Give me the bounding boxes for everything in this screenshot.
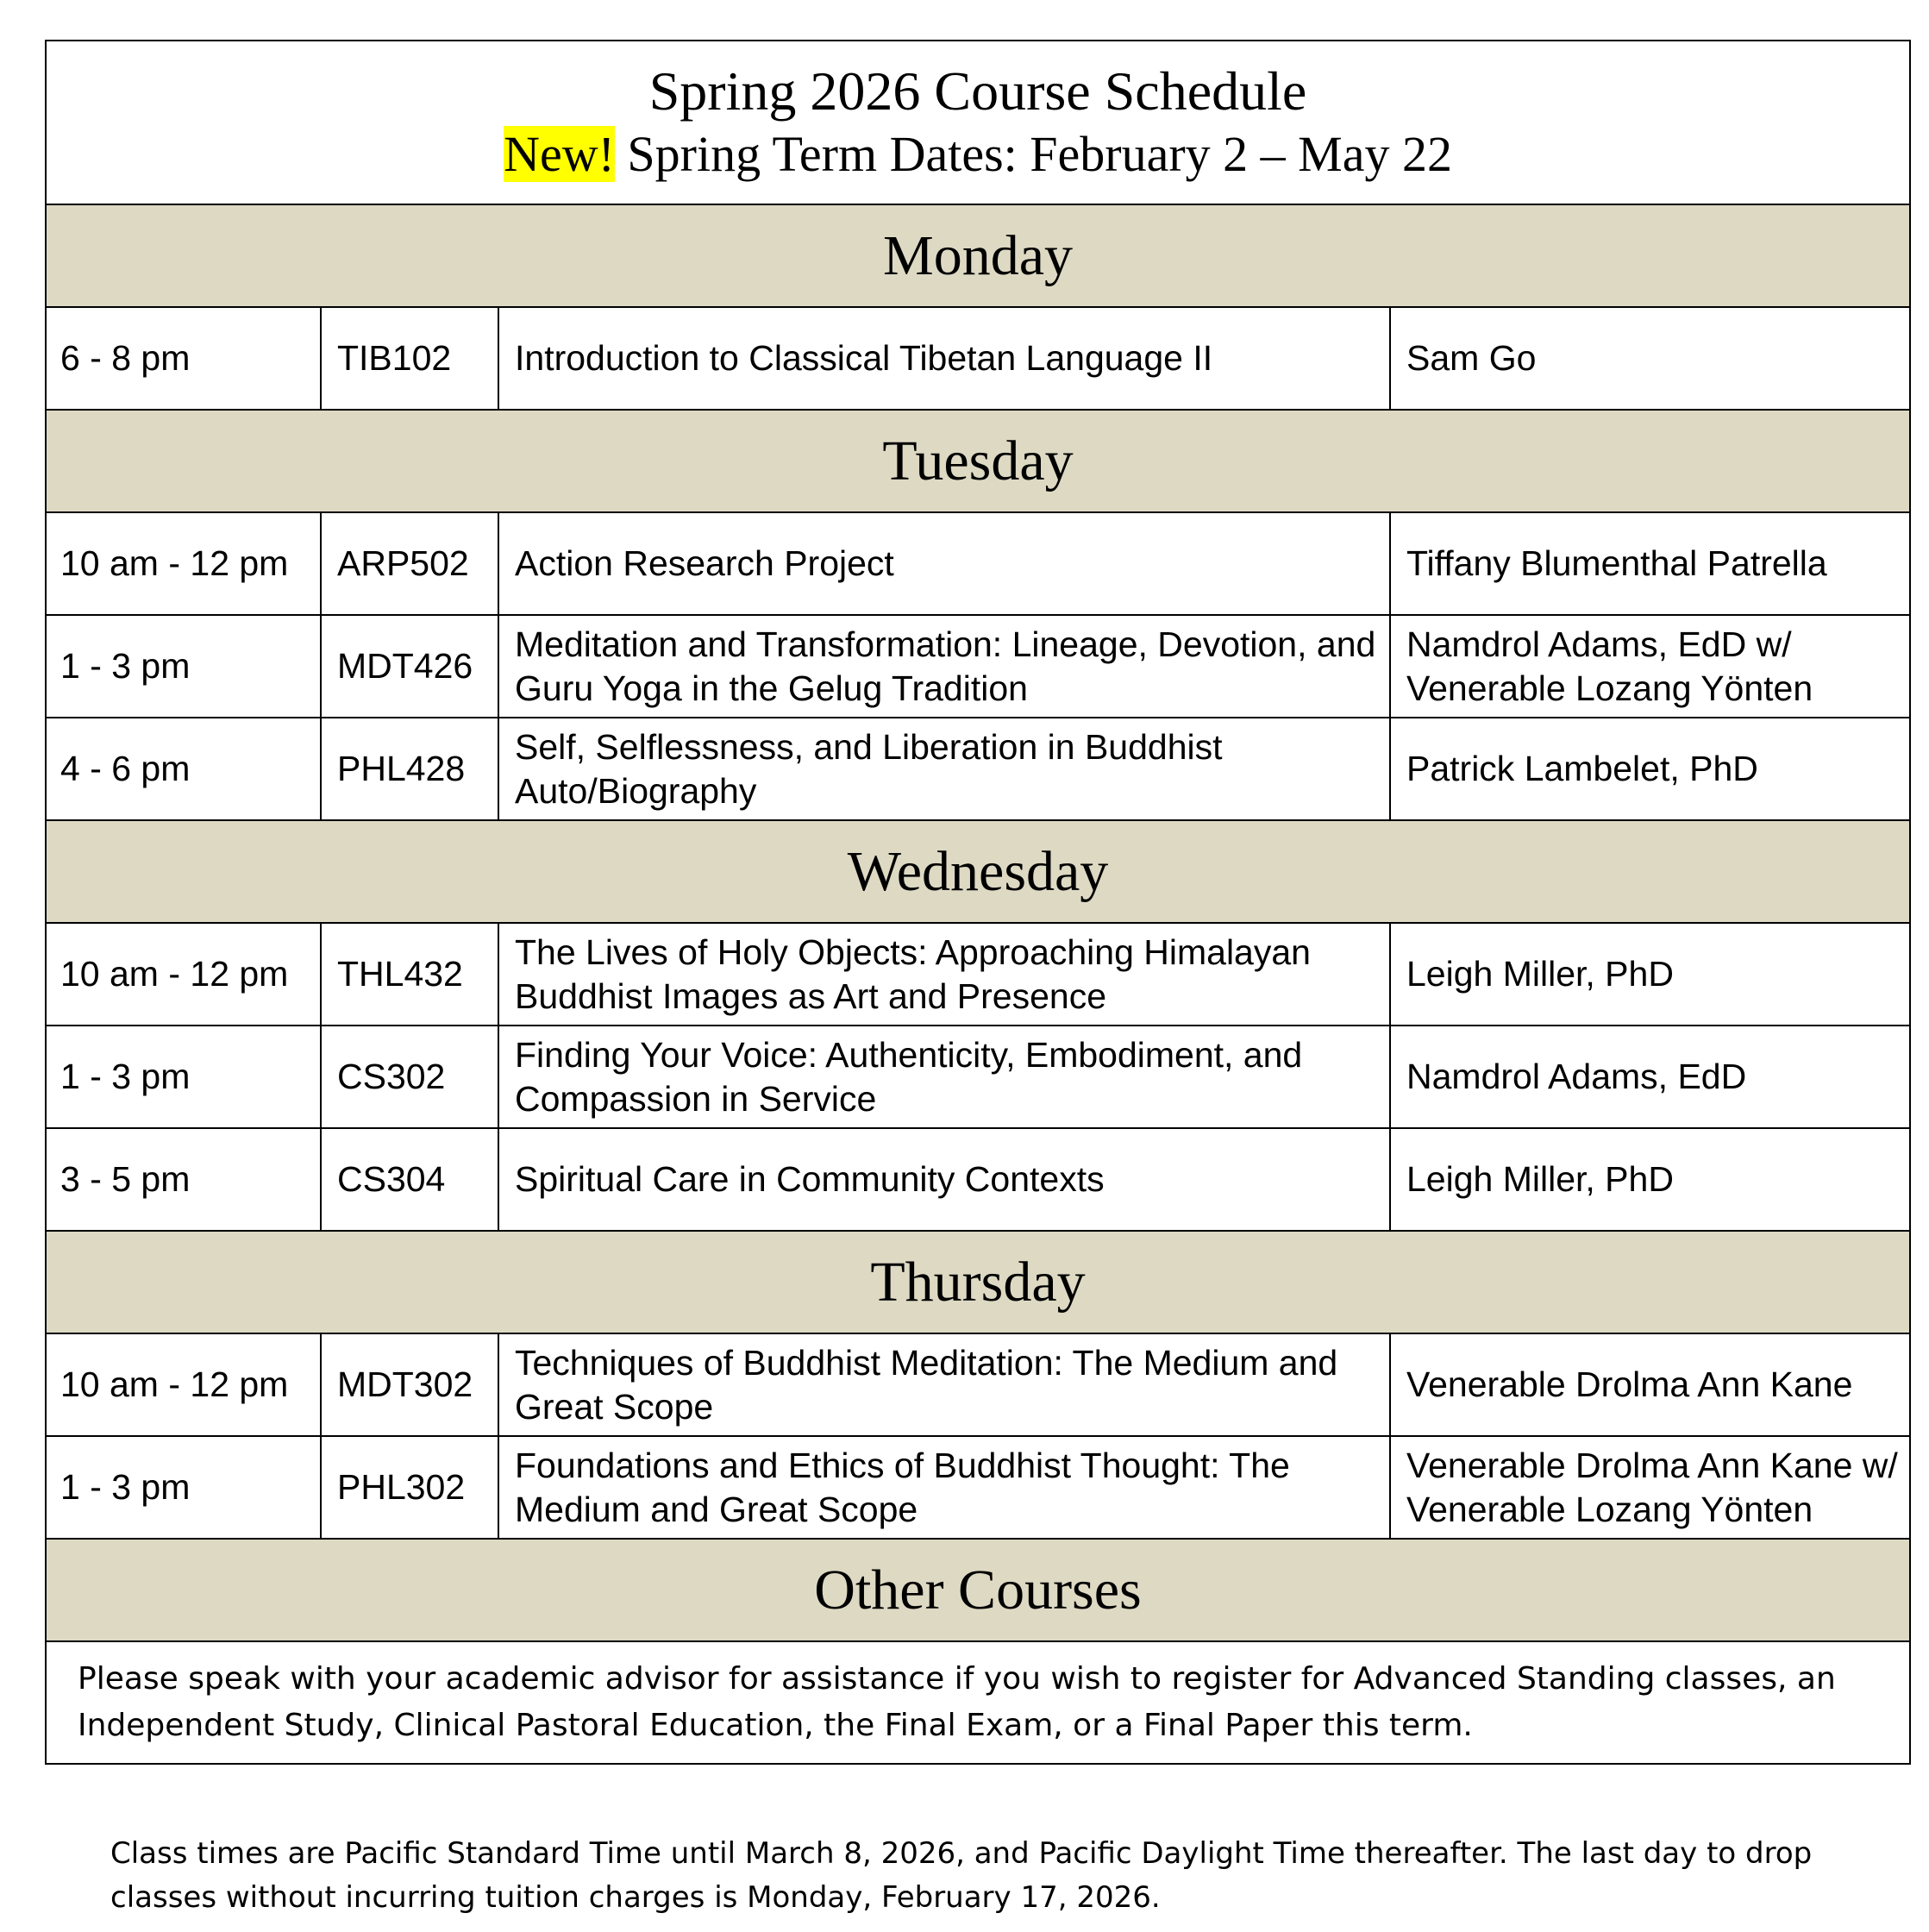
course-time: 10 am - 12 pm (46, 1333, 321, 1436)
course-title: Techniques of Buddhist Meditation: The Medium and Great Scope (498, 1333, 1390, 1436)
course-code: THL432 (321, 923, 498, 1026)
day-header-wednesday: Wednesday (46, 820, 1910, 923)
course-title: Spiritual Care in Community Contexts (498, 1128, 1390, 1231)
day-header-monday: Monday (46, 204, 1910, 307)
course-row (46, 923, 1910, 1026)
course-title: Meditation and Transformation: Lineage, Devotion, and Guru Yoga in the Gelug Tradition (498, 615, 1390, 718)
course-title: Foundations and Ethics of Buddhist Thought: The Medium and Great Scope (498, 1436, 1390, 1539)
course-row (46, 1333, 1910, 1436)
course-instructor: Leigh Miller, PhD (1390, 923, 1910, 1026)
day-header-row (46, 410, 1910, 512)
schedule-title: Spring 2026 Course Schedule (648, 60, 1307, 122)
course-code: CS302 (321, 1026, 498, 1128)
title-cell (46, 41, 1910, 204)
course-time: 3 - 5 pm (46, 1128, 321, 1231)
course-instructor: Namdrol Adams, EdD w/ Venerable Lozang Yönten (1390, 615, 1910, 718)
course-code: TIB102 (321, 307, 498, 410)
day-header-row (46, 820, 1910, 923)
course-time: 4 - 6 pm (46, 718, 321, 820)
course-code: PHL428 (321, 718, 498, 820)
course-row (46, 307, 1910, 410)
course-time: 1 - 3 pm (46, 1026, 321, 1128)
course-title: Introduction to Classical Tibetan Language II (498, 307, 1390, 410)
course-instructor: Venerable Drolma Ann Kane w/ Venerable Lozang Yönten (1390, 1436, 1910, 1539)
course-code: ARP502 (321, 512, 498, 615)
course-title: Finding Your Voice: Authenticity, Embodiment, and Compassion in Service (498, 1026, 1390, 1128)
course-code: PHL302 (321, 1436, 498, 1539)
title-row (46, 41, 1910, 204)
course-instructor: Namdrol Adams, EdD (1390, 1026, 1910, 1128)
course-time: 1 - 3 pm (46, 615, 321, 718)
course-time: 10 am - 12 pm (46, 512, 321, 615)
other-courses-note-row (46, 1641, 1910, 1764)
course-row (46, 512, 1910, 615)
day-header-thursday: Thursday (46, 1231, 1910, 1333)
course-schedule-table (45, 40, 1911, 1765)
day-header-row (46, 1231, 1910, 1333)
term-dates-text: Spring Term Dates: February 2 – May 22 (614, 126, 1452, 182)
course-code: CS304 (321, 1128, 498, 1231)
course-row (46, 1128, 1910, 1231)
other-courses-header-row (46, 1539, 1910, 1641)
course-title: Action Research Project (498, 512, 1390, 615)
day-header-tuesday: Tuesday (46, 410, 1910, 512)
course-time: 10 am - 12 pm (46, 923, 321, 1026)
other-courses-note: Please speak with your academic advisor for assistance if you wish to register for Advanced Standing classes, an Independent Study, Clinical Pastoral Education, the Final Exam, or a Final Paper this term. (46, 1641, 1910, 1764)
term-dates-line (47, 123, 1909, 185)
course-title: The Lives of Holy Objects: Approaching Himalayan Buddhist Images as Art and Presence (498, 923, 1390, 1026)
course-time: 6 - 8 pm (46, 307, 321, 410)
day-header-row (46, 204, 1910, 307)
course-code: MDT302 (321, 1333, 498, 1436)
course-instructor: Patrick Lambelet, PhD (1390, 718, 1910, 820)
course-row (46, 718, 1910, 820)
course-instructor: Venerable Drolma Ann Kane (1390, 1333, 1910, 1436)
course-row (46, 1026, 1910, 1128)
footnote: Class times are Pacific Standard Time until March 8, 2026, and Pacific Daylight Time thereafter. The last day to drop classes without incurring tuition charges is Monday, February 17, 2026. (110, 1836, 1813, 1915)
schedule-body (46, 41, 1910, 1764)
course-title: Self, Selflessness, and Liberation in Buddhist Auto/Biography (498, 718, 1390, 820)
course-time: 1 - 3 pm (46, 1436, 321, 1539)
course-instructor: Tiffany Blumenthal Patrella (1390, 512, 1910, 615)
course-instructor: Leigh Miller, PhD (1390, 1128, 1910, 1231)
new-highlight-tag: New! (504, 126, 615, 182)
course-row (46, 1436, 1910, 1539)
other-courses-heading: Other Courses (46, 1539, 1910, 1641)
course-code: MDT426 (321, 615, 498, 718)
course-instructor: Sam Go (1390, 307, 1910, 410)
course-row (46, 615, 1910, 718)
